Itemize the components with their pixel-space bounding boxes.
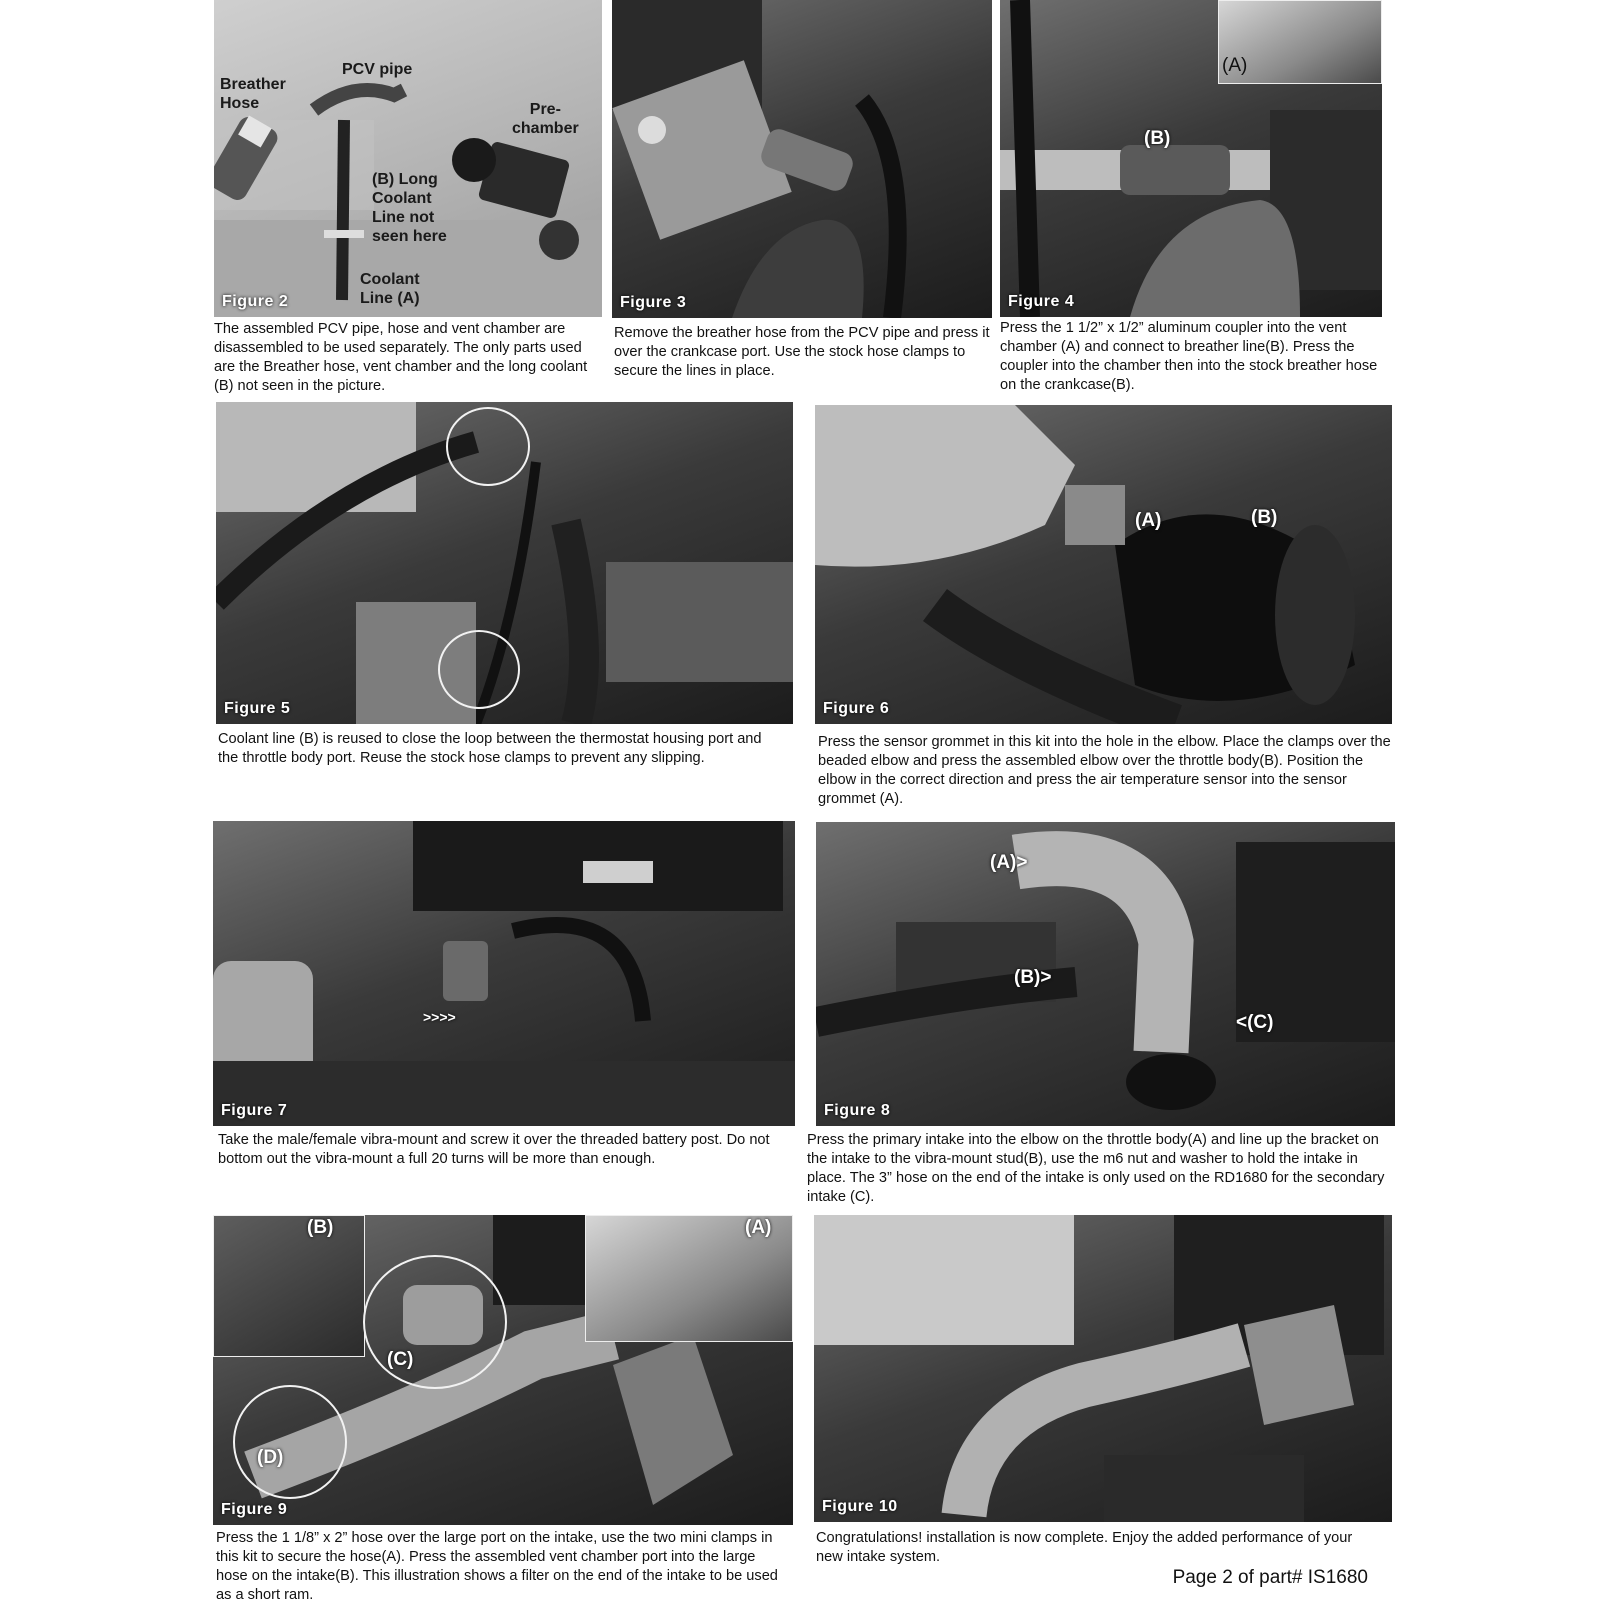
figure-6-photo bbox=[815, 405, 1392, 724]
figure-2-label: Figure 2 bbox=[222, 293, 289, 310]
figure-9-inset-b bbox=[213, 1215, 365, 1357]
figure-3-label: Figure 3 bbox=[620, 294, 687, 311]
figure-9-callout-b: (B) bbox=[307, 1217, 334, 1238]
figure-5-label: Figure 5 bbox=[224, 700, 291, 717]
figure-7-caption: Take the male/female vibra-mount and screw it over the threaded battery post. Do not bottom out the vibra-mount a full 20 turns will be more than enough. bbox=[218, 1132, 770, 1167]
figure-8-photo bbox=[816, 822, 1395, 1126]
figure-8-label: Figure 8 bbox=[824, 1102, 891, 1119]
page-footer: Page 2 of part# IS1680 bbox=[1172, 1567, 1368, 1588]
figure-5-caption: Coolant line (B) is reused to close the loop between the thermostat housing port and the throttle body port. Reuse the stock hose clamps to prevent any slipping. bbox=[218, 731, 762, 766]
figure-4-photo bbox=[1000, 0, 1382, 317]
figure-4-callout-a: (A) bbox=[1222, 55, 1248, 76]
thermostat-port-highlight bbox=[446, 407, 530, 486]
pre-chamber-callout: Pre- chamber bbox=[512, 101, 579, 137]
coolant-line-a-callout: Coolant Line (A) bbox=[360, 271, 420, 307]
vibra-mount-illustration bbox=[213, 821, 795, 1126]
figure-6-callout-b: (B) bbox=[1251, 507, 1278, 528]
figure-8-caption: Press the primary intake into the elbow on the throttle body(A) and line up the bracket on the intake to the vibra-mount stud(B), use the m6 nut and washer to hold the intake in place. The 3” hose on the end of the intake is only used on the RD1680 for the secondary intake (C). bbox=[807, 1132, 1385, 1205]
long-coolant-line-callout: (B) Long Coolant Line not seen here bbox=[372, 171, 447, 245]
crankcase-port-illustration bbox=[612, 0, 992, 318]
figure-7-label: Figure 7 bbox=[221, 1102, 288, 1119]
breather-hose-callout: Breather Hose bbox=[220, 76, 286, 112]
figure-6-callout-a: (A) bbox=[1135, 510, 1162, 531]
figure-6-caption: Press the sensor grommet in this kit into the hole in the elbow. Place the clamps over the beaded elbow and press the assembled elbow over the throttle body(B). Position the elbow in the correct direction and press the air temperature sensor into the sensor grommet (A). bbox=[818, 734, 1391, 807]
figure-9-highlight-c bbox=[363, 1255, 507, 1389]
figure-3-caption: Remove the breather hose from the PCV pipe and press it over the crankcase port. Use the stock hose clamps to secure the lines in place. bbox=[614, 325, 990, 379]
figure-8-callout-c: <(C) bbox=[1236, 1012, 1274, 1033]
elbow-grommet-illustration bbox=[815, 405, 1392, 724]
pcv-pipe-callout: PCV pipe bbox=[342, 61, 413, 78]
figure-6-label: Figure 6 bbox=[823, 700, 890, 717]
figure-3-photo bbox=[612, 0, 992, 318]
figure-4-label: Figure 4 bbox=[1008, 293, 1075, 310]
completed-install-illustration bbox=[814, 1215, 1392, 1522]
figure-8-callout-b: (B)> bbox=[1014, 967, 1052, 988]
figure-5-photo bbox=[216, 402, 793, 724]
figure-9-caption: Press the 1 1/8” x 2” hose over the large port on the intake, use the two mini clamps in this kit to secure the hose(A). Press the assembled vent chamber port into the large hose on the intake(B). This illustration shows a filter on the end of the intake to be used as a short ram. bbox=[216, 1530, 778, 1603]
figure-4-caption: Press the 1 1/2” x 1/2” aluminum coupler into the vent chamber (A) and connect to breather line(B). Press the coupler into the chamber then into the stock breather hose on the crankcase(B). bbox=[1000, 320, 1378, 393]
throttle-body-port-highlight bbox=[438, 630, 520, 709]
figure-10-label: Figure 10 bbox=[822, 1498, 898, 1515]
figure-4-callout-b: (B) bbox=[1144, 128, 1171, 149]
figure-9-callout-a: (A) bbox=[745, 1217, 772, 1238]
figure-7-arrow-callout: >>>> bbox=[423, 1009, 456, 1025]
figure-10-caption: Congratulations! installation is now complete. Enjoy the added performance of your new intake system. bbox=[816, 1530, 1353, 1565]
figure-2-photo bbox=[214, 0, 602, 317]
figure-10-photo bbox=[814, 1215, 1392, 1522]
figure-9-callout-c: (C) bbox=[387, 1349, 414, 1370]
figure-8-callout-a: (A)> bbox=[990, 852, 1028, 873]
figure-2-caption: The assembled PCV pipe, hose and vent chamber are disassembled to be used separately. The only parts used are the Breather hose, vent chamber and the long coolant (B) not seen in the picture. bbox=[214, 321, 588, 394]
primary-intake-illustration bbox=[816, 822, 1395, 1126]
figure-9-callout-d: (D) bbox=[257, 1447, 284, 1468]
figure-9-photo bbox=[213, 1215, 793, 1525]
figure-9-label: Figure 9 bbox=[221, 1501, 288, 1518]
figure-7-photo bbox=[213, 821, 795, 1126]
figure-9-highlight-d bbox=[233, 1385, 347, 1499]
